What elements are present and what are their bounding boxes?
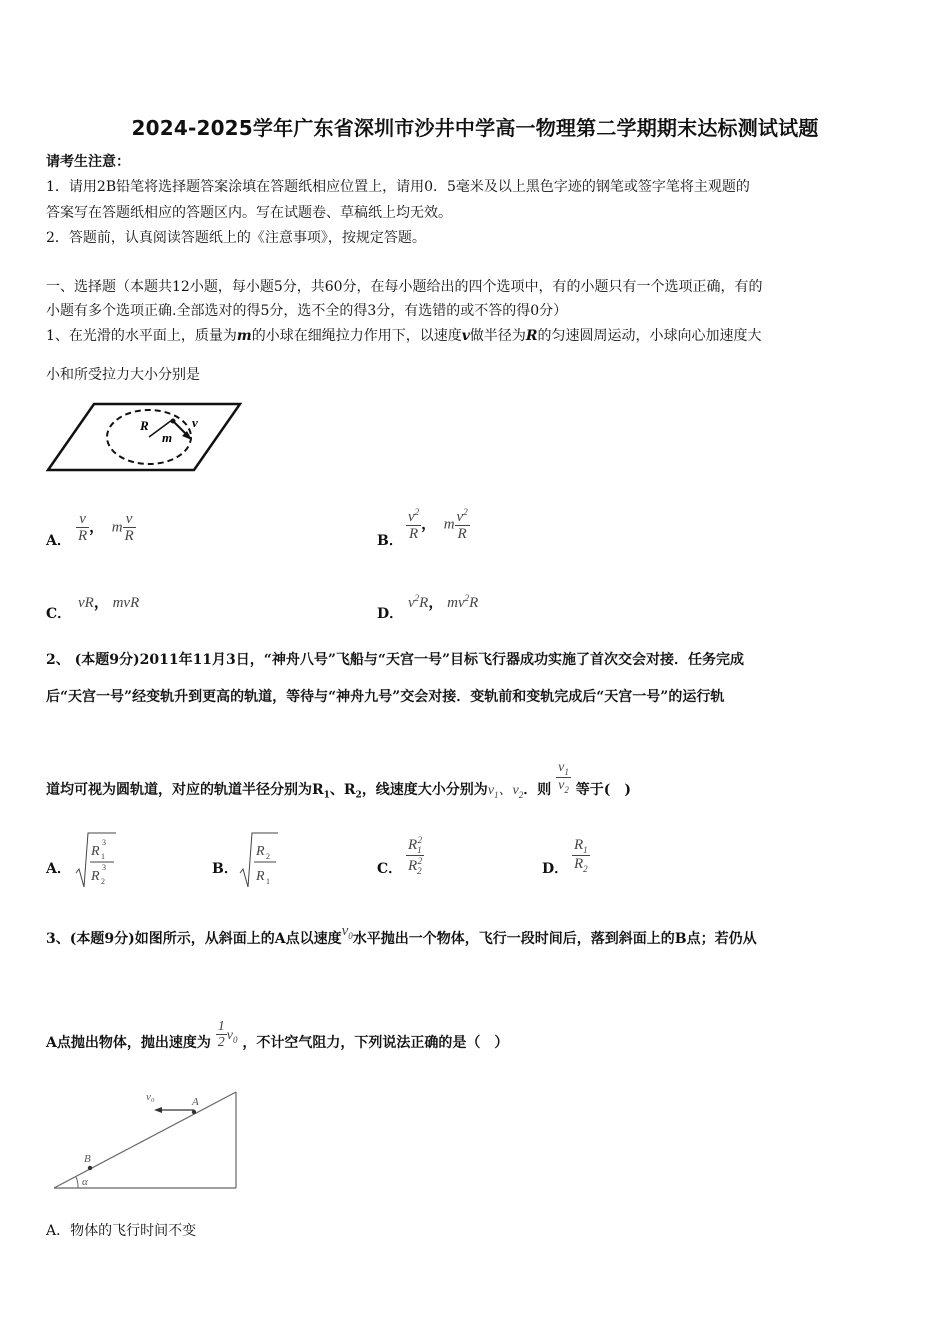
figure-label-v0: v₀ bbox=[146, 1091, 155, 1103]
notice-item-1-line-1: 1．请用2B铅笔将选择题答案涂填在答题纸相应位置上，请用0．5毫米及以上黑色字迹的钢笔或签字笔将主观题的 bbox=[46, 179, 750, 195]
svg-text:R: R bbox=[256, 844, 265, 859]
svg-text:2: 2 bbox=[266, 852, 270, 861]
figure-label-m: m bbox=[162, 430, 173, 445]
q2-option-a-formula bbox=[74, 829, 118, 891]
q2-option-b-label[interactable]: B． bbox=[212, 861, 238, 877]
figure-label-B: B bbox=[84, 1153, 91, 1165]
question-2-line-2: 后“天宫一号”经变轨升到更高的轨道，等待与“神舟九号”交会对接．变轨前和变轨完成后“天宫一号”的运行轨 bbox=[46, 689, 725, 705]
q2-option-d-formula: $\frac{R_1}{R_2}$ bbox=[574, 837, 588, 874]
q2-option-c-formula: $\frac{R_1^2}{R_2^2}$ bbox=[408, 835, 423, 876]
section-1-line-1: 一、选择题（本题共12小题，每小题5分，共60分，在每小题给出的四个选项中，有的小题只有一个选项正确，有的 bbox=[46, 279, 763, 295]
q3-option-a[interactable]: A．物体的飞行时间不变 bbox=[46, 1223, 197, 1239]
q2-option-c-label[interactable]: C． bbox=[377, 861, 403, 877]
figure-label-alpha: α bbox=[82, 1176, 88, 1188]
q2-option-b-formula bbox=[238, 829, 282, 891]
question-2-line-3: 道均可视为圆轨道，对应的轨道半径分别为$R_1$、$R_2$，线速度大小分别为$v_1$、$v_2$．则 $\frac{v_1}{v_2}$ 等于( ) bbox=[46, 760, 631, 801]
svg-text:R: R bbox=[91, 844, 100, 859]
question-2-line-1: 2、 (本题9分)2011年11月3日，“神舟八号”飞船与“天宫一号”目标飞行器成功实施了首次交会对接．任务完成 bbox=[46, 652, 745, 668]
section-1-line-2: 小题有多个选项正确.全部选对的得5分，选不全的得3分，有选错的或不答的得0分） bbox=[46, 303, 568, 319]
page-title: 2024-2025学年广东省深圳市沙井中学高一物理第二学期期末达标测试试题 bbox=[131, 116, 819, 140]
figure-label-A: A bbox=[192, 1096, 199, 1108]
svg-text:3: 3 bbox=[102, 863, 106, 872]
question-1-line-1: 1、在光滑的水平面上，质量为m的小球在细绳拉力作用下，以速度v做半径为R的匀速圆周运动，小球向心加速度大 bbox=[46, 328, 762, 344]
question-3-line-1: 3、(本题9分)如图所示，从斜面上的A点以速度$v_0$水平抛出一个物体，飞行一段时间后，落到斜面上的B点；若仍从 bbox=[46, 923, 757, 947]
svg-text:3: 3 bbox=[102, 838, 106, 847]
notice-item-1-line-2: 答案写在答题纸相应的答题区内。写在试题卷、草稿纸上均无效。 bbox=[46, 205, 452, 221]
q1-option-d-label[interactable]: D． bbox=[377, 606, 404, 622]
figure-label-R: R bbox=[140, 418, 149, 433]
question-1-line-2: 小和所受拉力大小分别是 bbox=[46, 367, 200, 383]
q2-option-d-label[interactable]: D． bbox=[542, 861, 569, 877]
svg-text:R: R bbox=[91, 869, 100, 884]
q1-option-c-formula: vR， mvR bbox=[78, 595, 140, 611]
inclined-plane-figure bbox=[48, 1082, 244, 1194]
q1-option-a-label[interactable]: A． bbox=[46, 533, 71, 549]
q1-option-d-formula: $v^2R$， $mv^2R$ bbox=[408, 593, 479, 611]
notice-item-2: 2．答题前，认真阅读答题纸上的《注意事项》，按规定答题。 bbox=[46, 230, 426, 246]
circular-motion-figure bbox=[44, 400, 254, 476]
q1-option-a-formula: $\frac{v}{R}$ ， m $\frac{v}{R}$ bbox=[78, 511, 134, 544]
q1-option-b-formula: $\frac{v^2}{R}$ ， m $\frac{v^2}{R}$ bbox=[408, 507, 468, 542]
svg-text:R: R bbox=[256, 869, 265, 884]
q1-option-c-label[interactable]: C． bbox=[46, 606, 72, 622]
notice-heading: 请考生注意： bbox=[46, 154, 130, 170]
svg-text:1: 1 bbox=[101, 852, 105, 861]
question-3-line-2: A点抛出物体，抛出速度为 $\frac{1}{2}$ $v_0$ ，不计空气阻力，下列说法正确的是（ ） bbox=[46, 1019, 509, 1051]
svg-text:1: 1 bbox=[266, 877, 270, 886]
q1-option-b-label[interactable]: B． bbox=[377, 533, 403, 549]
figure-label-v: v bbox=[192, 415, 198, 430]
q2-option-a-label[interactable]: A． bbox=[46, 861, 71, 877]
svg-text:2: 2 bbox=[101, 877, 105, 886]
